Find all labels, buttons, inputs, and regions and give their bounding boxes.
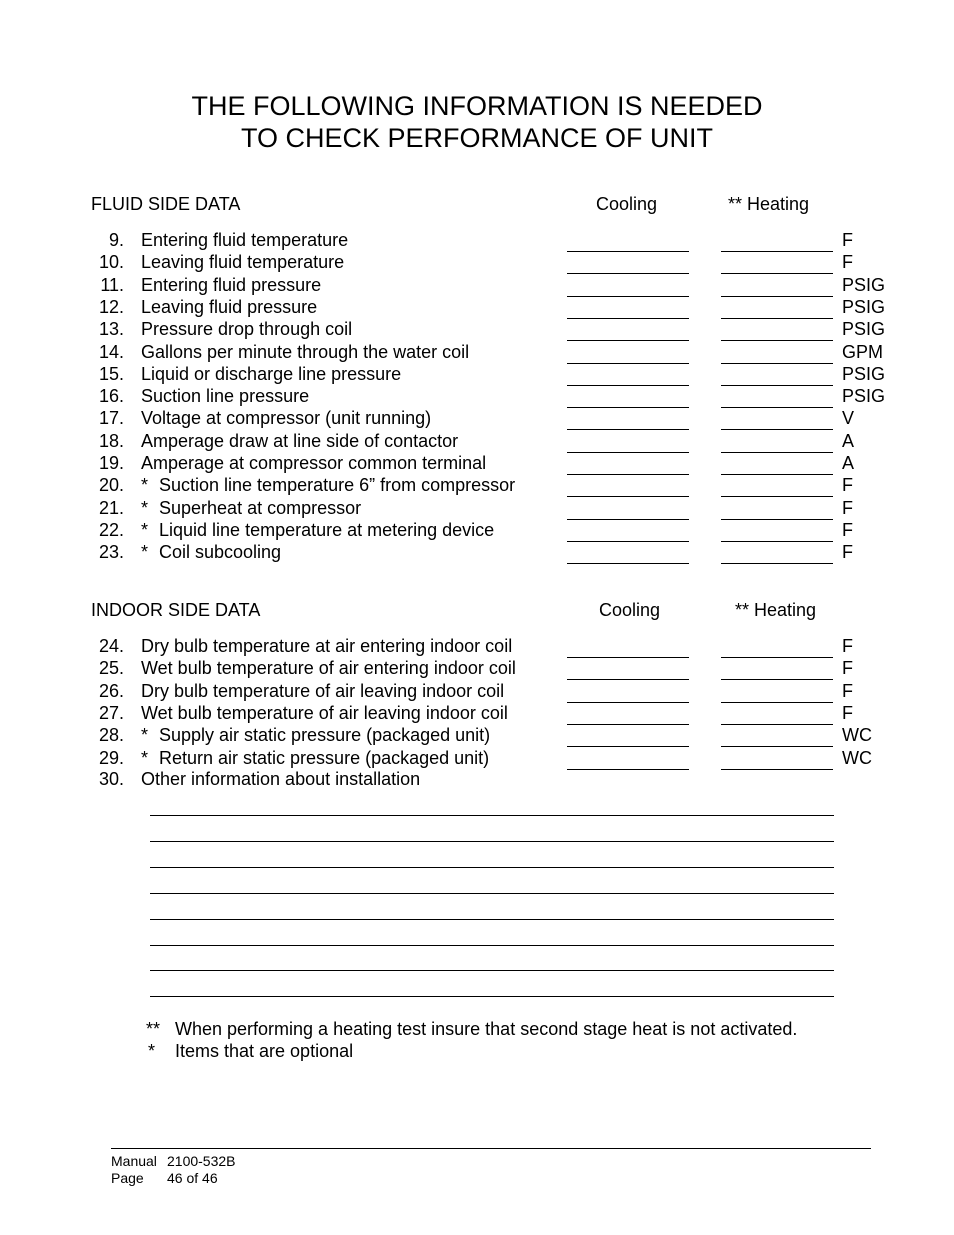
data-row [0,747,954,769]
data-row [0,407,954,429]
item-number: 15. [98,363,124,384]
item-number: 12. [98,296,124,317]
footer-manual-label: Manual [111,1153,157,1169]
unit-label: A [842,430,855,451]
note-mark-heating: ** [146,1019,161,1039]
fluid-section-heading: FLUID SIDE DATA [91,194,241,214]
footer-page [111,1170,218,1187]
indoor-cooling-header: Cooling [599,600,661,620]
item-label: Gallons per minute through the water coil [141,341,470,362]
item-number: 10. [98,252,124,273]
title-line-2: TO CHECK PERFORMANCE OF UNIT [240,123,714,153]
unit-label: PSIG [842,274,886,295]
unit-label: F [842,519,853,540]
item-label: Dry bulb temperature at air entering indoor coil [141,636,513,656]
item-label: Leaving fluid pressure [141,296,318,317]
data-row [0,363,954,385]
data-row [0,296,954,318]
item-number: 27. [98,702,124,723]
footer-manual-value: 2100-532B [167,1153,236,1169]
item-label: Leaving fluid temperature [141,252,345,273]
item-number: 22. [98,519,124,540]
blank-write-line[interactable] [150,893,834,894]
item-number: 17. [98,408,124,429]
optional-marker: * [141,497,149,518]
optional-marker: * [141,542,149,563]
footer-page-label: Page [111,1170,144,1186]
blank-write-line[interactable] [150,919,834,920]
blank-write-line[interactable] [150,867,834,868]
data-row [0,251,954,273]
unit-label: F [842,230,853,250]
data-row [0,702,954,724]
item-number: 9. [108,230,124,250]
data-row [0,274,954,296]
data-row [0,519,954,541]
optional-marker: * [141,725,149,746]
item-number: 30. [98,769,124,789]
item-label: Amperage draw at line side of contactor [141,430,459,451]
page-title [0,90,954,154]
fluid-heating-header: ** Heating [728,194,810,214]
item-label: Entering fluid pressure [141,274,322,295]
item-label: Wet bulb temperature of air leaving indoor coil [141,702,508,723]
data-row [0,635,954,657]
unit-label: PSIG [842,319,886,340]
data-row [0,452,954,474]
blank-write-line[interactable] [150,945,834,946]
cooling-entry-field[interactable] [567,563,689,564]
unit-label: A [842,453,855,473]
footer-divider [111,1148,871,1149]
data-row [0,474,954,496]
item-number: 29. [98,747,124,768]
blank-write-line[interactable] [150,815,834,816]
item-number: 18. [98,430,124,451]
item-number: 24. [98,636,124,656]
data-row [0,385,954,407]
unit-label: V [842,408,855,429]
item-label: Liquid or discharge line pressure [141,363,402,384]
unit-label: WC [842,725,872,746]
item-label: Superheat at compressor [159,497,362,518]
item-label: Other information about installation [141,769,421,789]
unit-label: GPM [842,341,884,362]
footer-page-value: 46 of 46 [167,1170,218,1186]
blank-write-line[interactable] [150,996,834,997]
fluid-cooling-header: Cooling [596,194,658,214]
unit-label: PSIG [842,363,886,384]
item-number: 20. [98,475,124,496]
note-mark-optional: * [148,1041,156,1061]
optional-marker: * [141,747,149,768]
unit-label: F [842,636,853,656]
unit-label: PSIG [842,296,886,317]
indoor-section-heading: INDOOR SIDE DATA [91,600,261,620]
item-label: Amperage at compressor common terminal [141,453,487,473]
note-text-heating: When performing a heating test insure that second stage heat is not activated. [175,1019,798,1039]
item-number: 13. [98,319,124,340]
unit-label: PSIG [842,386,886,407]
data-row [0,229,954,251]
optional-marker: * [141,475,149,496]
unit-label: F [842,475,853,496]
blank-write-line[interactable] [150,841,834,842]
item-number: 21. [98,497,124,518]
data-row [0,497,954,519]
other-info-row [0,768,954,790]
data-row [0,318,954,340]
item-label: Supply air static pressure (packaged unit) [159,725,491,746]
item-label: Suction line pressure [141,386,310,407]
heating-entry-field[interactable] [721,563,833,564]
unit-label: F [842,252,853,273]
item-number: 26. [98,680,124,701]
unit-label: F [842,702,853,723]
unit-label: F [842,542,853,563]
note-text-optional: Items that are optional [175,1041,354,1061]
item-label: Entering fluid temperature [141,230,349,250]
item-number: 11. [100,274,124,295]
item-label: Dry bulb temperature of air leaving indoor coil [141,680,505,701]
item-label: Return air static pressure (packaged unit) [159,747,490,768]
item-number: 25. [98,658,124,679]
item-number: 28. [98,725,124,746]
item-label: Coil subcooling [159,542,282,563]
data-row [0,341,954,363]
item-number: 16. [98,386,124,407]
data-row [0,657,954,679]
unit-label: F [842,680,853,701]
blank-write-line[interactable] [150,970,834,971]
unit-label: WC [842,747,872,768]
item-number: 23. [98,542,124,563]
item-label: Liquid line temperature at metering device [159,519,495,540]
title-line-1: THE FOLLOWING INFORMATION IS NEEDED [191,91,763,121]
footer-manual [111,1153,236,1170]
item-number: 19. [98,453,124,473]
item-label: Pressure drop through coil [141,319,353,340]
data-row [0,541,954,563]
data-row [0,724,954,746]
item-number: 14. [98,341,124,362]
unit-label: F [842,658,853,679]
data-row [0,430,954,452]
item-label: Suction line temperature 6” from compressor [159,475,516,496]
optional-marker: * [141,519,149,540]
item-label: Wet bulb temperature of air entering indoor coil [141,658,516,679]
unit-label: F [842,497,853,518]
indoor-heating-header: ** Heating [735,600,817,620]
item-label: Voltage at compressor (unit running) [141,408,432,429]
data-row [0,680,954,702]
